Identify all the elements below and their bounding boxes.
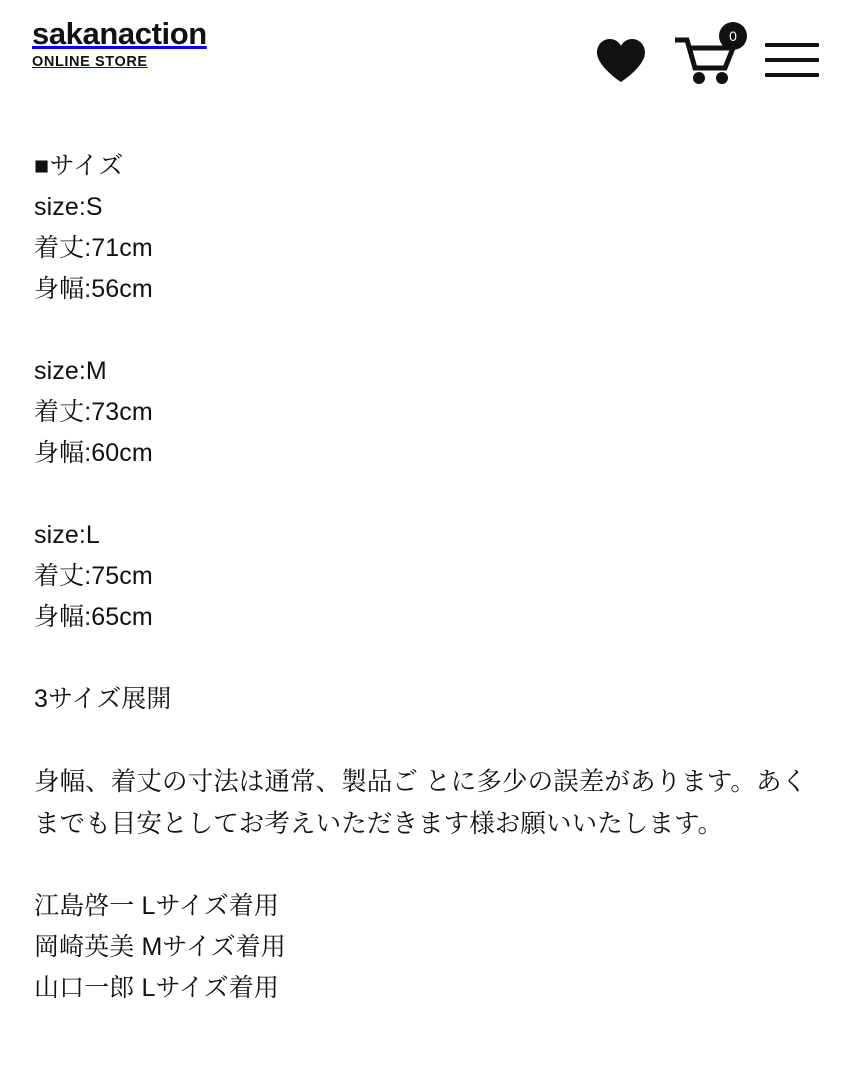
size-s-width: 身幅:56cm [34,275,153,303]
spacer [34,845,815,886]
burger-line [765,43,819,47]
brand-name: sakanaction [32,16,207,51]
burger-line [765,73,819,77]
spacer [34,638,815,679]
size-variants-note: 3サイズ展開 [34,685,172,713]
size-l-width: 身幅:65cm [34,603,153,631]
model-size-item: 山口一郎 Lサイズ着用 [34,974,279,1002]
cart-count-badge: 0 [719,22,747,50]
size-m-width: 身幅:60cm [34,439,153,467]
size-m-length: 着丈:73cm [34,398,153,426]
model-size-list [34,886,815,1009]
size-m-label: size:M [34,357,107,385]
hamburger-menu-icon[interactable] [765,43,819,77]
size-s-label: size:S [34,193,103,221]
site-logo[interactable] [32,16,207,71]
size-s-length: 着丈:71cm [34,234,153,262]
heart-icon[interactable] [595,37,647,83]
spacer [34,474,815,515]
model-size-item: 江島啓一 Lサイズ着用 [34,892,279,920]
cart-button[interactable] [675,28,737,86]
site-header [0,0,849,96]
size-section-heading: ■サイズ [34,152,124,180]
measurement-disclaimer: 身幅、着丈の寸法は通常、製品ご とに多少の誤差があります。あくまでも目安としてお考えいただきます様お願いいたします。 [34,768,808,838]
size-l-length: 着丈:75cm [34,562,153,590]
brand-subtitle: ONLINE STORE [32,53,148,70]
spacer [34,310,815,351]
header-actions [595,16,819,86]
spacer [34,720,815,761]
model-size-item: 岡崎英美 Mサイズ着用 [34,933,286,961]
product-description [0,96,849,1009]
burger-line [765,58,819,62]
size-l-label: size:L [34,521,100,549]
